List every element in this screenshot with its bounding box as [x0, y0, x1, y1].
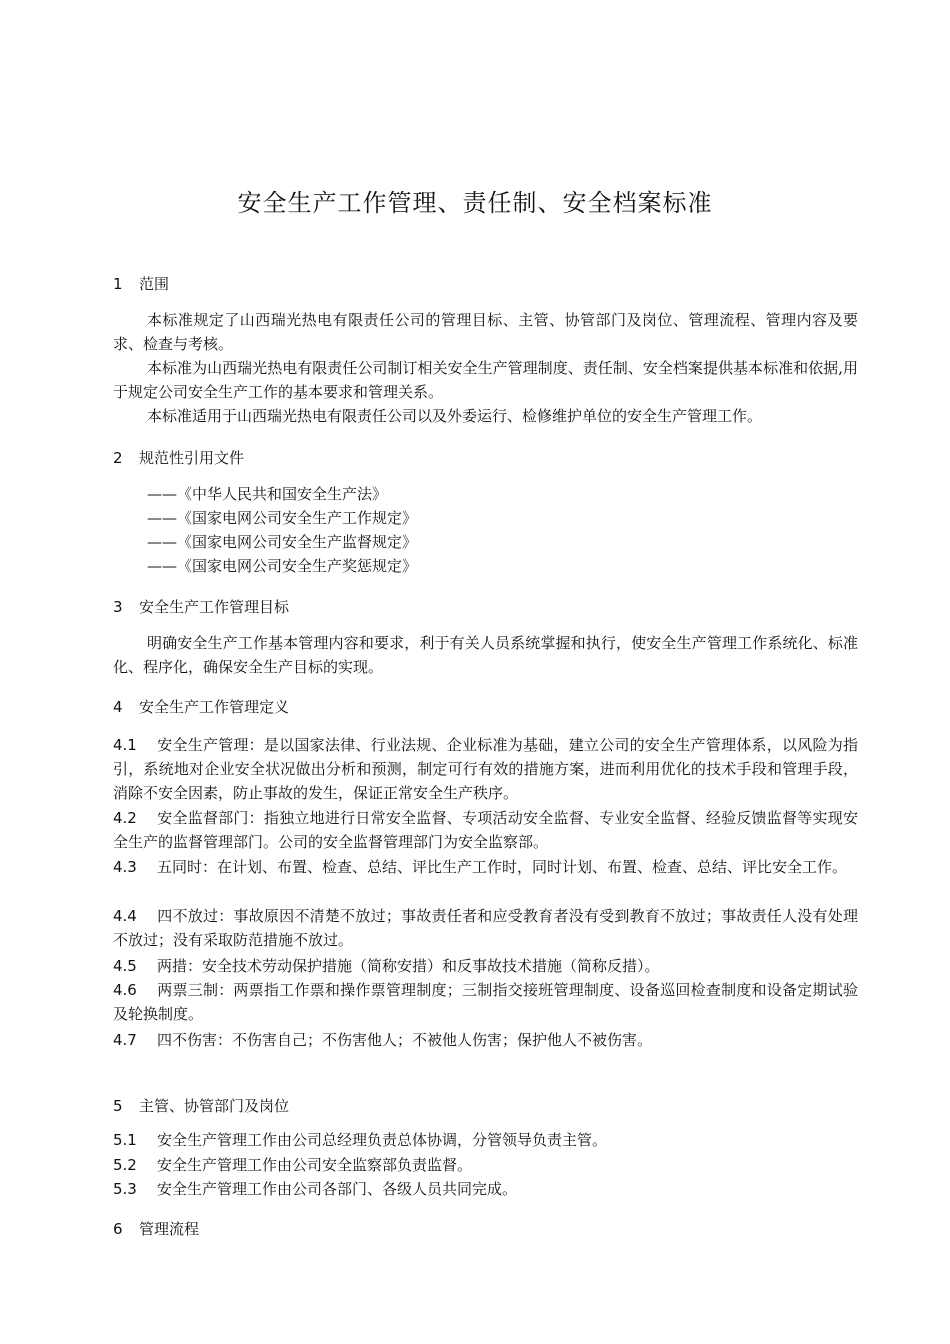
- section-heading-3: [113, 596, 289, 617]
- section-number: 2: [113, 449, 123, 467]
- definition-item: [113, 1028, 858, 1052]
- item-text: 两措：安全技术劳动保护措施（简称安措）和反事故技术措施（简称反措）。: [157, 957, 660, 975]
- section-number: 1: [113, 275, 123, 293]
- paragraph: 本标准为山西瑞光热电有限责任公司制订相关安全生产管理制度、责任制、安全档案提供基本标准和依据,用于规定公司安全生产工作的基本要求和管理关系。: [113, 359, 858, 401]
- document-title: 安全生产工作管理、责任制、安全档案标准: [237, 189, 713, 217]
- definition-item: [113, 855, 858, 879]
- reference-item: ——《中华人民共和国安全生产法》: [147, 485, 388, 503]
- section-number: 5: [113, 1097, 123, 1115]
- item-text: 五同时：在计划、布置、检查、总结、评比生产工作时，同时计划、布置、检查、总结、评比安全工作。: [157, 858, 848, 876]
- definition-item: [113, 978, 858, 1026]
- definition-item: [113, 904, 858, 952]
- department-item: [113, 1153, 858, 1177]
- reference-item: ——《国家电网公司安全生产奖惩规定》: [147, 557, 418, 575]
- item-number: 4.7: [113, 1031, 137, 1049]
- item-text: 安全监督部门：指独立地进行日常安全监督、专项活动安全监督、专业安全监督、经验反馈监督等实现安全生产的监督管理部门。公司的安全监督管理部门为安全监察部。: [113, 809, 858, 851]
- section-heading-6: [113, 1218, 199, 1239]
- item-number: 4.2: [113, 809, 137, 827]
- section-heading-4: [113, 696, 289, 717]
- definition-item: [113, 954, 858, 978]
- item-number: 5.1: [113, 1131, 137, 1149]
- item-number: 5.3: [113, 1180, 137, 1198]
- item-text: 两票三制：两票指工作票和操作票管理制度；三制指交接班管理制度、设备巡回检查制度和设备定期试验及轮换制度。: [113, 981, 858, 1023]
- section-heading-5: [113, 1095, 289, 1116]
- paragraph: 本标准适用于山西瑞光热电有限责任公司以及外委运行、检修维护单位的安全生产管理工作。: [147, 407, 763, 425]
- paragraph: 本标准规定了山西瑞光热电有限责任公司的管理目标、主管、协管部门及岗位、管理流程、管理内容及要求、检查与考核。: [113, 311, 858, 353]
- section-title: 范围: [139, 275, 170, 293]
- paragraph: 明确安全生产工作基本管理内容和要求，利于有关人员系统掌握和执行，使安全生产管理工作系统化、标准化、程序化，确保安全生产目标的实现。: [113, 634, 858, 676]
- item-number: 4.3: [113, 858, 137, 876]
- item-text: 四不伤害：不伤害自己；不伤害他人；不被他人伤害；保护他人不被伤害。: [157, 1031, 653, 1049]
- reference-item: ——《国家电网公司安全生产监督规定》: [147, 533, 418, 551]
- item-text: 安全生产管理工作由公司总经理负责总体协调，分管领导负责主管。: [157, 1131, 608, 1149]
- section-number: 3: [113, 598, 123, 616]
- section-title: 安全生产工作管理定义: [139, 698, 290, 716]
- department-item: [113, 1128, 858, 1152]
- item-text: 四不放过：事故原因不清楚不放过；事故责任者和应受教育者没有受到教育不放过；事故责任人没有处理不放过；没有采取防范措施不放过。: [113, 907, 858, 949]
- item-number: 4.1: [113, 736, 137, 754]
- reference-item: ——《国家电网公司安全生产工作规定》: [147, 509, 418, 527]
- section-number: 6: [113, 1220, 123, 1238]
- section-title: 规范性引用文件: [139, 449, 245, 467]
- section-heading-2: [113, 447, 244, 468]
- item-number: 4.5: [113, 957, 137, 975]
- item-text: 安全生产管理：是以国家法律、行业法规、企业标准为基础，建立公司的安全生产管理体系，以风险为指引，系统地对企业安全状况做出分析和预测，制定可行有效的措施方案，进而利用优化的技术手段和管理手段，消除不安全因素，防止事故的发生，保证正常安全生产秩序。: [113, 736, 858, 802]
- definition-item: [113, 806, 858, 854]
- definition-item: [113, 733, 858, 805]
- section-heading-1: [113, 273, 169, 294]
- item-number: 4.6: [113, 981, 137, 999]
- item-text: 安全生产管理工作由公司各部门、各级人员共同完成。: [157, 1180, 518, 1198]
- department-item: [113, 1177, 858, 1201]
- section-title: 管理流程: [139, 1220, 200, 1238]
- section-number: 4: [113, 698, 123, 716]
- item-text: 安全生产管理工作由公司安全监察部负责监督。: [157, 1156, 473, 1174]
- section-title: 主管、协管部门及岗位: [139, 1097, 290, 1115]
- section-title: 安全生产工作管理目标: [139, 598, 290, 616]
- item-number: 5.2: [113, 1156, 137, 1174]
- item-number: 4.4: [113, 907, 137, 925]
